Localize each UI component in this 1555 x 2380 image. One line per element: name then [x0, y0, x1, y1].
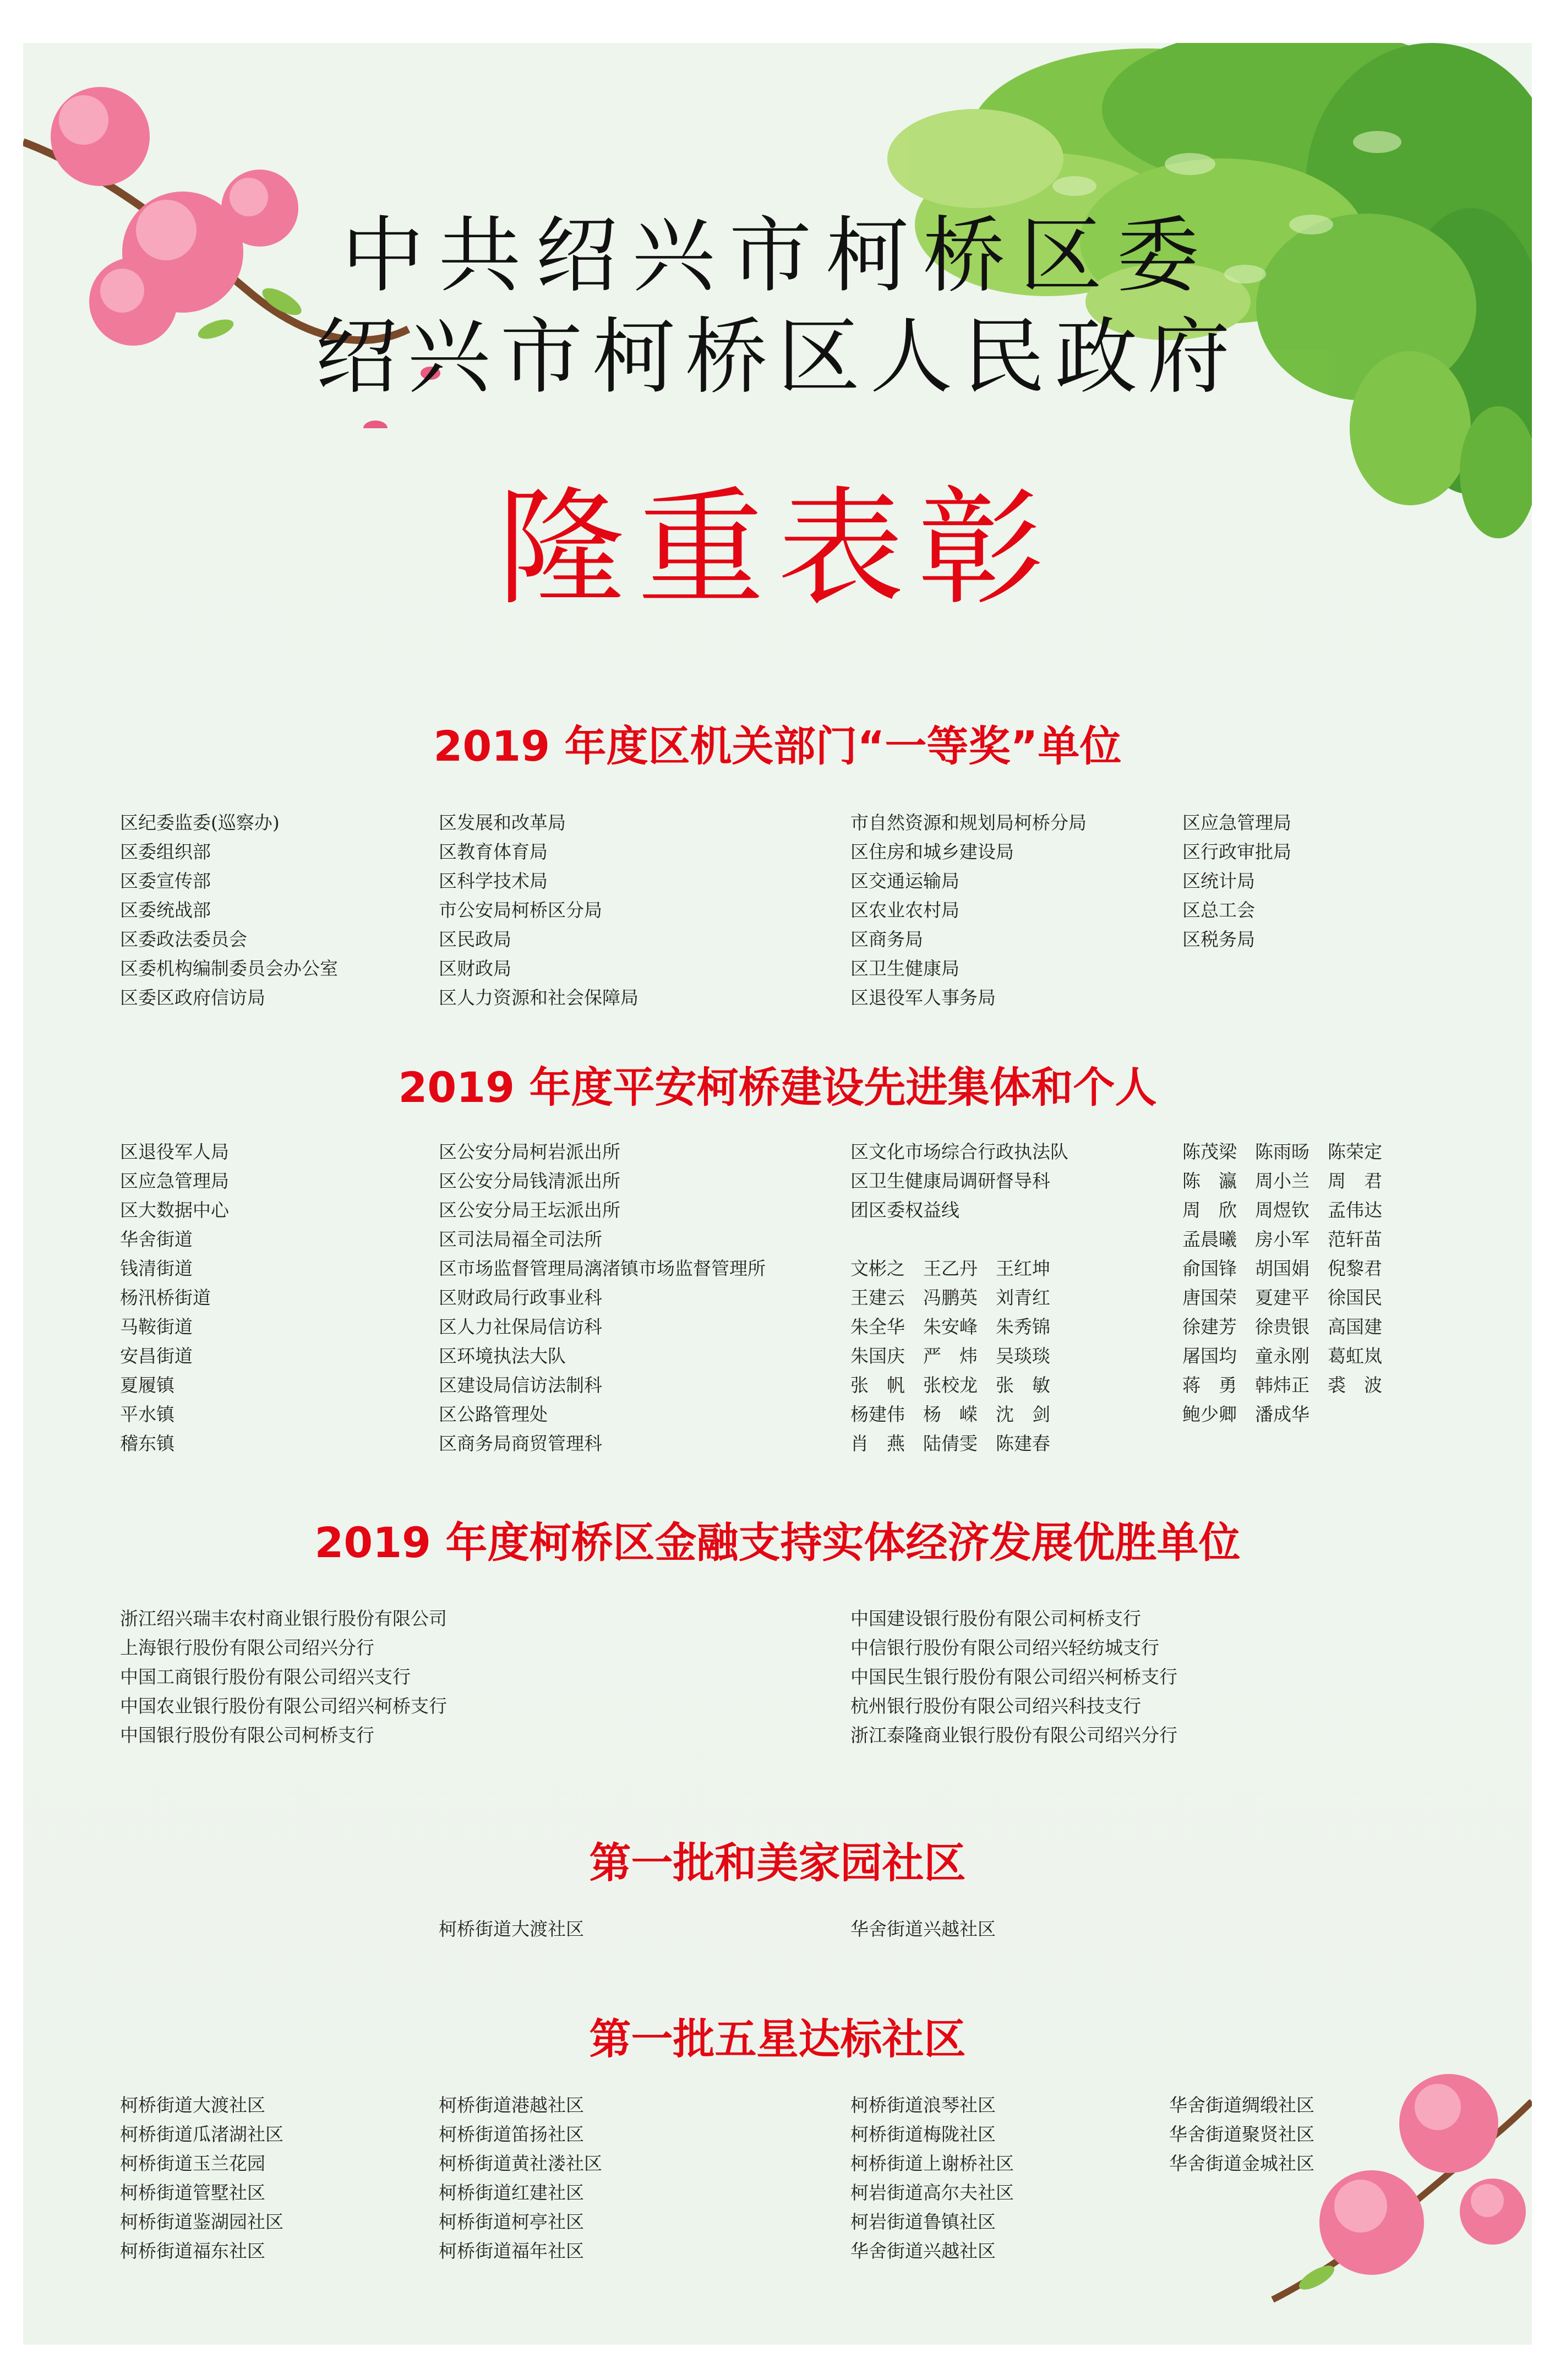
list-item: 区文化市场综合行政执法队 — [850, 1141, 1068, 1162]
section-1-column-1 — [120, 808, 338, 1012]
list-item: 稽东镇 — [120, 1433, 174, 1454]
org-name-government: 绍兴市柯桥区人民政府 — [315, 309, 1240, 405]
list-item: 区委政法委员会 — [120, 929, 247, 950]
section-3-column-1 — [120, 1604, 447, 1750]
section-2-column-2 — [439, 1137, 766, 1458]
list-item: 柯桥街道大渡社区 — [439, 1918, 584, 1940]
list-item: 区民政局 — [439, 929, 511, 950]
list-item: 市公安局柯桥区分局 — [439, 899, 602, 921]
list-item: 中国民生银行股份有限公司绍兴柯桥支行 — [850, 1666, 1177, 1688]
list-item: 柯桥街道上谢桥社区 — [850, 2153, 1014, 2174]
list-item: 柯桥街道玉兰花园 — [120, 2153, 265, 2174]
section-4-column-2 — [850, 1914, 996, 1944]
list-item: 区行政审批局 — [1182, 841, 1291, 863]
list-item: 区卫生健康局 — [850, 958, 959, 979]
list-item: 区市场监督管理局漓渚镇市场监督管理所 — [439, 1258, 766, 1279]
section-4-column-1 — [439, 1914, 584, 1944]
list-item: 陈 瀛 周小兰 周 君 — [1182, 1170, 1382, 1192]
list-item: 中国银行股份有限公司柯桥支行 — [120, 1724, 374, 1746]
list-item: 柯桥街道鉴湖园社区 — [120, 2211, 283, 2232]
list-item: 区税务局 — [1182, 929, 1255, 950]
list-item: 区委机构编制委员会办公室 — [120, 958, 338, 979]
list-item: 孟晨曦 房小军 范轩苗 — [1182, 1229, 1382, 1250]
list-item: 杨建伟 杨 嵘 沈 剑 — [850, 1404, 1050, 1425]
list-item: 区统计局 — [1182, 870, 1255, 892]
list-item: 柯岩街道高尔夫社区 — [850, 2182, 1014, 2203]
list-item: 钱清街道 — [120, 1258, 193, 1279]
list-item: 徐建芳 徐贵银 高国建 — [1182, 1316, 1382, 1338]
list-item: 区大数据中心 — [120, 1199, 229, 1221]
list-item: 柯桥街道福年社区 — [439, 2240, 584, 2262]
list-item: 浙江绍兴瑞丰农村商业银行股份有限公司 — [120, 1608, 447, 1629]
list-item: 柯桥街道港越社区 — [439, 2094, 584, 2116]
list-item: 区纪委监委(巡察办) — [120, 812, 280, 833]
list-item: 市自然资源和规划局柯桥分局 — [850, 812, 1087, 833]
list-item: 区公路管理处 — [439, 1404, 548, 1425]
section-1-column-2 — [439, 808, 639, 1012]
list-item: 区住房和城乡建设局 — [850, 841, 1014, 863]
list-item: 中信银行股份有限公司绍兴轻纺城支行 — [850, 1637, 1159, 1658]
list-item: 柯桥街道黄社溇社区 — [439, 2153, 602, 2174]
list-item: 文彬之 王乙丹 王红坤 — [850, 1258, 1050, 1279]
list-item: 区公安分局柯岩派出所 — [439, 1141, 620, 1162]
section-1-column-3 — [850, 808, 1087, 1012]
section-2-column-1 — [120, 1137, 229, 1458]
list-item: 平水镇 — [120, 1404, 174, 1425]
list-item: 区委宣传部 — [120, 870, 211, 892]
list-item: 区建设局信访法制科 — [439, 1374, 602, 1396]
list-item: 华舍街道绸缎社区 — [1169, 2094, 1314, 2116]
poster — [23, 43, 1532, 2345]
list-item — [850, 1225, 1068, 1254]
list-item: 区退役军人局 — [120, 1141, 229, 1162]
list-item: 区委统战部 — [120, 899, 211, 921]
list-item: 鲍少卿 潘成华 — [1182, 1404, 1310, 1425]
list-item: 唐国荣 夏建平 徐国民 — [1182, 1287, 1382, 1308]
list-item: 安昌街道 — [120, 1345, 193, 1367]
list-item: 马鞍街道 — [120, 1316, 193, 1338]
list-item: 柯桥街道浪琴社区 — [850, 2094, 996, 2116]
list-item: 华舍街道兴越社区 — [850, 2240, 996, 2262]
list-item: 区应急管理局 — [120, 1170, 229, 1192]
list-item: 浙江泰隆商业银行股份有限公司绍兴分行 — [850, 1724, 1177, 1746]
list-item: 朱全华 朱安峰 朱秀锦 — [850, 1316, 1050, 1338]
list-item: 区应急管理局 — [1182, 812, 1291, 833]
list-item: 华舍街道金城社区 — [1169, 2153, 1314, 2174]
section-5-column-3 — [850, 2090, 1014, 2266]
section-title-harmony-community: 第一批和美家园社区 — [589, 1838, 966, 1887]
section-3-column-2 — [850, 1604, 1177, 1750]
list-item: 区总工会 — [1182, 899, 1255, 921]
section-title-finance: 2019 年度柯桥区金融支持实体经济发展优胜单位 — [314, 1518, 1241, 1567]
list-item: 周 欣 周煜钦 孟伟达 — [1182, 1199, 1382, 1221]
list-item: 区委区政府信访局 — [120, 987, 265, 1008]
list-item: 肖 燕 陆倩雯 陈建春 — [850, 1433, 1050, 1454]
list-item: 柯岩街道鲁镇社区 — [850, 2211, 996, 2232]
list-item: 俞国锋 胡国娟 倪黎君 — [1182, 1258, 1382, 1279]
list-item: 区退役军人事务局 — [850, 987, 996, 1008]
list-item: 区委组织部 — [120, 841, 211, 863]
section-title-first-prize: 2019 年度区机关部门“一等奖”单位 — [433, 722, 1122, 771]
list-item: 区财政局 — [439, 958, 511, 979]
list-item: 区司法局福全司法所 — [439, 1229, 602, 1250]
list-item: 区发展和改革局 — [439, 812, 566, 833]
list-item: 杨汛桥街道 — [120, 1287, 211, 1308]
org-name-party-committee: 中共绍兴市柯桥区委 — [341, 208, 1214, 304]
list-item: 陈茂梁 陈雨旸 陈荣定 — [1182, 1141, 1382, 1162]
list-item: 王建云 冯鹏英 刘青红 — [850, 1287, 1050, 1308]
list-item: 柯桥街道红建社区 — [439, 2182, 584, 2203]
list-item: 区科学技术局 — [439, 870, 548, 892]
section-title-five-star-community: 第一批五星达标社区 — [589, 2015, 966, 2064]
list-item: 区财政局行政事业科 — [439, 1287, 602, 1308]
list-item: 区公安分局钱清派出所 — [439, 1170, 620, 1192]
list-item: 华舍街道兴越社区 — [850, 1918, 996, 1940]
list-item: 区商务局 — [850, 929, 923, 950]
list-item: 华舍街道聚贤社区 — [1169, 2124, 1314, 2145]
list-item: 中国建设银行股份有限公司柯桥支行 — [850, 1608, 1141, 1629]
list-item: 中国农业银行股份有限公司绍兴柯桥支行 — [120, 1695, 447, 1717]
section-2-column-4 — [1182, 1137, 1382, 1429]
list-item: 区教育体育局 — [439, 841, 548, 863]
list-item: 区人力社保局信访科 — [439, 1316, 602, 1338]
list-item: 柯桥街道柯亭社区 — [439, 2211, 584, 2232]
list-item: 柯桥街道瓜渚湖社区 — [120, 2124, 283, 2145]
list-item: 屠国均 童永刚 葛虹岚 — [1182, 1345, 1382, 1367]
list-item: 团区委权益线 — [850, 1199, 959, 1221]
list-item: 朱国庆 严 炜 吴琰琰 — [850, 1345, 1050, 1367]
list-item: 夏履镇 — [120, 1374, 174, 1396]
list-item: 区人力资源和社会保障局 — [439, 987, 639, 1008]
section-1-column-4 — [1182, 808, 1291, 954]
section-5-column-1 — [120, 2090, 283, 2266]
list-item: 张 帆 张校龙 张 敏 — [850, 1374, 1050, 1396]
list-item: 柯桥街道福东社区 — [120, 2240, 265, 2262]
list-item: 柯桥街道大渡社区 — [120, 2094, 265, 2116]
list-item: 区商务局商贸管理科 — [439, 1433, 602, 1454]
list-item: 杭州银行股份有限公司绍兴科技支行 — [850, 1695, 1141, 1717]
section-2-column-3 — [850, 1137, 1068, 1458]
list-item: 华舍街道 — [120, 1229, 193, 1250]
section-title-safe-keqiao: 2019 年度平安柯桥建设先进集体和个人 — [398, 1063, 1157, 1112]
list-item: 区农业农村局 — [850, 899, 959, 921]
list-item: 中国工商银行股份有限公司绍兴支行 — [120, 1666, 411, 1688]
list-item: 柯桥街道笛扬社区 — [439, 2124, 584, 2145]
section-5-column-4 — [1169, 2090, 1314, 2178]
list-item: 上海银行股份有限公司绍兴分行 — [120, 1637, 374, 1658]
list-item: 区卫生健康局调研督导科 — [850, 1170, 1050, 1192]
section-5-column-2 — [439, 2090, 602, 2266]
list-item: 蒋 勇 韩炜正 裘 波 — [1182, 1374, 1382, 1396]
page-title: 隆重表彰 — [498, 476, 1057, 623]
list-item: 区公安分局王坛派出所 — [439, 1199, 620, 1221]
list-item: 柯桥街道管墅社区 — [120, 2182, 265, 2203]
list-item: 区交通运输局 — [850, 870, 959, 892]
list-item: 区环境执法大队 — [439, 1345, 566, 1367]
list-item: 柯桥街道梅陇社区 — [850, 2124, 996, 2145]
